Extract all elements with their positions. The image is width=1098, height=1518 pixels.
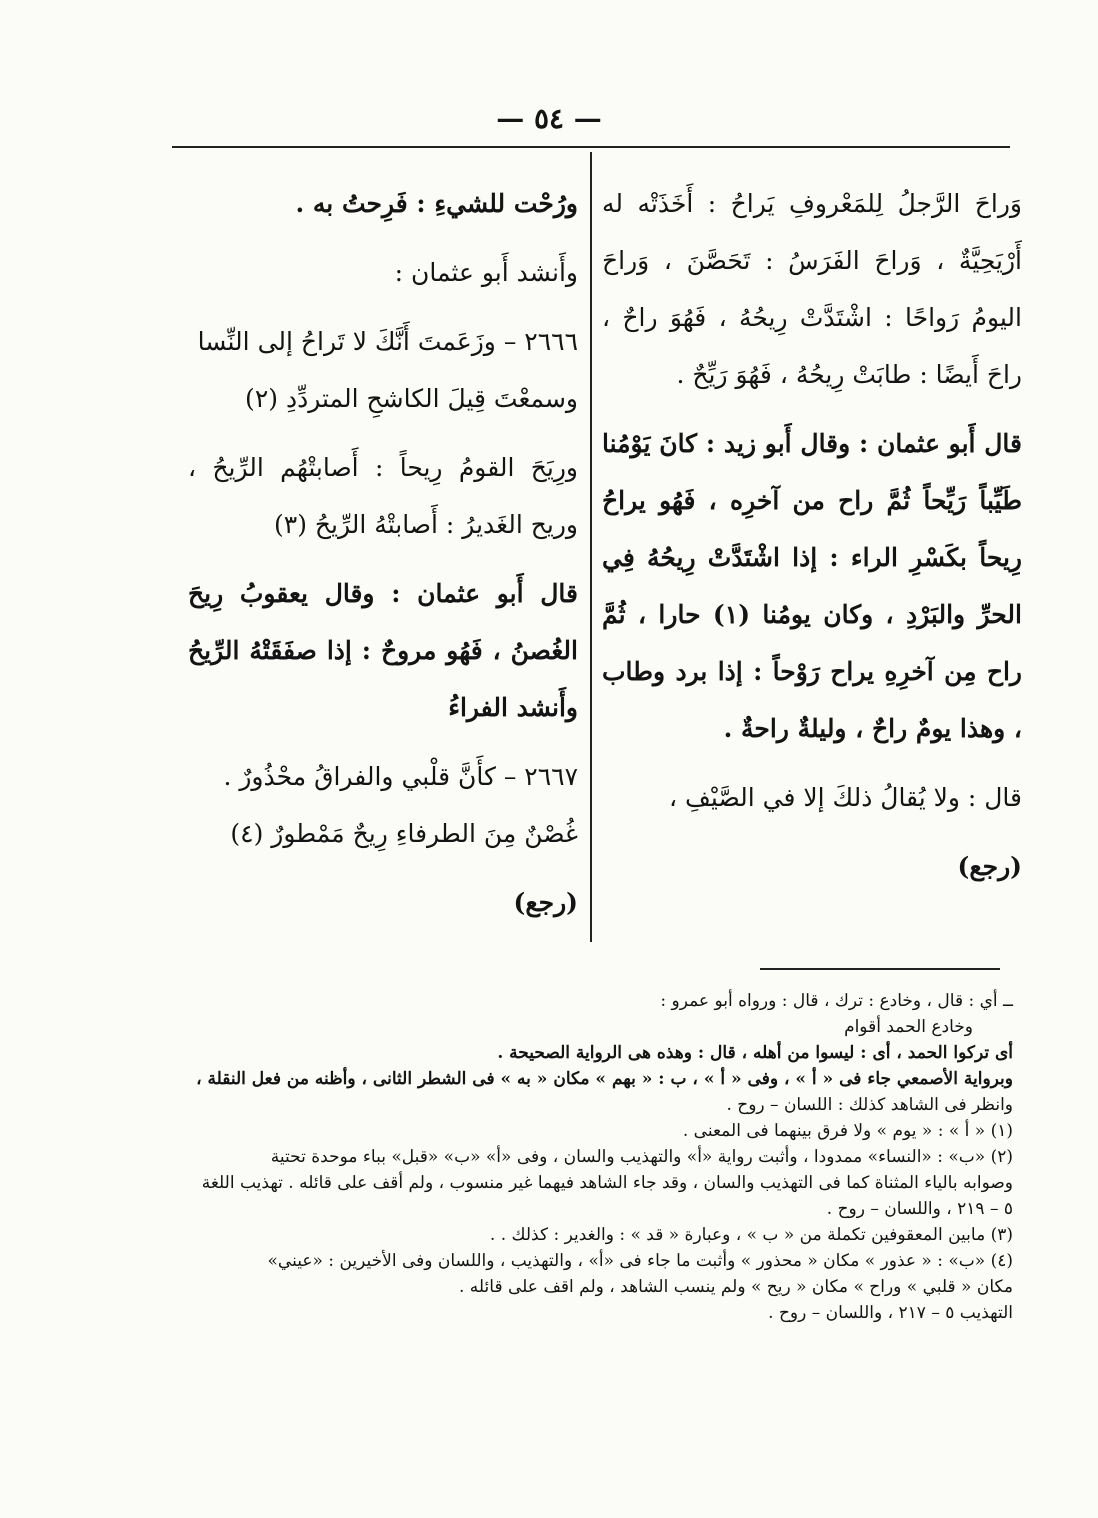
verse-2667-first-hemistich: ٢٦٦٧ – كأَنَّ قلْبي والفراقُ محْذُورٌ . <box>223 762 578 791</box>
footnote-line: التهذيب ٥ – ٢١٧ ، واللسان – روح . <box>768 1303 1013 1323</box>
footnote-line: وخادع الحمد أقوام <box>844 1017 973 1037</box>
left-paragraph-2: قال أَبو عثمان : وقال يعقوبُ رِيحَ الغُصنُ ، فَهُو مروحٌ : إذا صفَقَتْهُ الرِّيحُ وأَنشد الفراءُ <box>188 579 578 722</box>
verse-2667 <box>188 748 578 862</box>
footnote-line: وصوابه بالياء المثناة كما فى التهذيب والسان ، وقد جاء الشاهد فيهما غير منسوب ، ولم أقف على قائله . تهذيب اللغة <box>201 1173 1013 1193</box>
footnote-line: وبرواية الأصمعي جاء فى « أ » ، وفى « أ » ، ب : « بهم » مكان « به » فى الشطر الثانى ، وأظنه من فعل النقلة ، <box>196 1069 1013 1089</box>
left-paragraph-1: ورِيَحَ القومُ رِيحاً : أَصابتْهُم الرِّيحُ ، وريح الغَديرُ : أَصابتْهُ الرِّيحُ (٣) <box>188 453 578 539</box>
verse-2667-second-hemistich: غُصْنٌ مِنَ الطرفاءِ رِيحٌ مَمْطورٌ (٤) <box>230 819 578 848</box>
footnote-line: مكان « قلبي » وراح » مكان « ريح » ولم ينسب الشاهد ، ولم اقف على قائله . <box>459 1277 1013 1297</box>
footnote-line: ــ أي : قال ، وخادع : ترك ، قال : ورواه أبو عمرو : <box>660 991 1013 1011</box>
right-paragraph-3: قال : ولا يُقالُ ذلكَ إلا في الصَّيْفِ ، <box>669 783 1022 812</box>
footnote-line: أى تركوا الحمد ، أى : ليسوا من أهله ، قال : وهذه هى الرواية الصحيحة . <box>497 1043 1013 1063</box>
verse-2666-first-hemistich: ٢٦٦٦ – وزَعَمتَ أَنَّكَ لا تَراحُ إلى النِّسا <box>197 327 578 356</box>
column-divider <box>590 152 592 942</box>
footnote-line: وانظر فى الشاهد كذلك : اللسان – روح . <box>726 1095 1013 1115</box>
left-column <box>188 175 578 945</box>
left-see-reference: (رجع) <box>513 888 578 917</box>
footnote-2: (٢) «ب» : «النساء» ممدودا ، وأثبت رواية «أ» والتهذيب والسان ، وفى «أ» «ب» «قبل» بباء موحدة تحتية <box>270 1147 1013 1167</box>
footnote-line: ٥ – ٢١٩ ، واللسان – روح . <box>826 1199 1013 1219</box>
right-paragraph-1: وَراحَ الرَّجلُ لِلمَعْروفِ يَراحُ : أَخَذَتْه له أَرْيَحِيَّةٌ ، وَراحَ الفَرَسُ : تَحَصَّنَ ، وَراحَ اليومُ رَواحًا : اشْتَدَّتْ رِيحُهُ ، فَهُوَ راحٌ ، راحَ أَيضًا : طابَتْ رِيحُهُ ، فَهُوَ رَيِّحٌ . <box>602 189 1022 389</box>
footnote-3: (٣) مابين المعقوفين تكملة من « ب » ، وعبارة « قد » : والغدير : كذلك . . <box>489 1225 1013 1245</box>
right-paragraph-2: قال أَبو عثمان : وقال أَبو زيد : كانَ يَوْمُنا طَيِّباً رَيِّحاً ثُمَّ راح من آخرِه ، فَهُو يراحُ رِيحاً بكَسْرِ الراء : إذا اشْتَدَّتْ رِيحُهُ فِي الحرِّ والبَرْدِ ، وكان يومُنا (١) حارا ، ثُمَّ راح مِن آخرِهِ يراح رَوْحاً : إذا برد وطاب ، وهذا يومٌ راحٌ ، وليلةٌ راحةٌ . <box>602 429 1022 743</box>
verse-2666 <box>188 313 578 427</box>
left-line-1: ورُحْت للشيءِ : فَرِحتُ به . <box>295 189 578 218</box>
footnote-4: (٤) «ب» : « عذور » مكان « محذور » وأثبت ما جاء فى «أ» ، والتهذيب ، واللسان وفى الأخيرين : «عيني» <box>267 1251 1013 1271</box>
verse-2666-second-hemistich: وسمعْتَ قِيلَ الكاشحِ المتردِّدِ (٢) <box>245 384 578 413</box>
right-see-reference: (رجع) <box>957 852 1022 881</box>
footnote-rule <box>760 968 1000 970</box>
footnotes <box>168 988 1013 1326</box>
left-line-2: وأَنشد أَبو عثمان : <box>394 258 578 287</box>
right-column <box>602 175 1022 945</box>
footnote-1: (١) « أ » : « يوم » ولا فرق بينهما فى المعنى . <box>682 1121 1013 1141</box>
header-rule <box>172 146 1010 148</box>
page-number: — ٥٤ — <box>496 102 602 135</box>
